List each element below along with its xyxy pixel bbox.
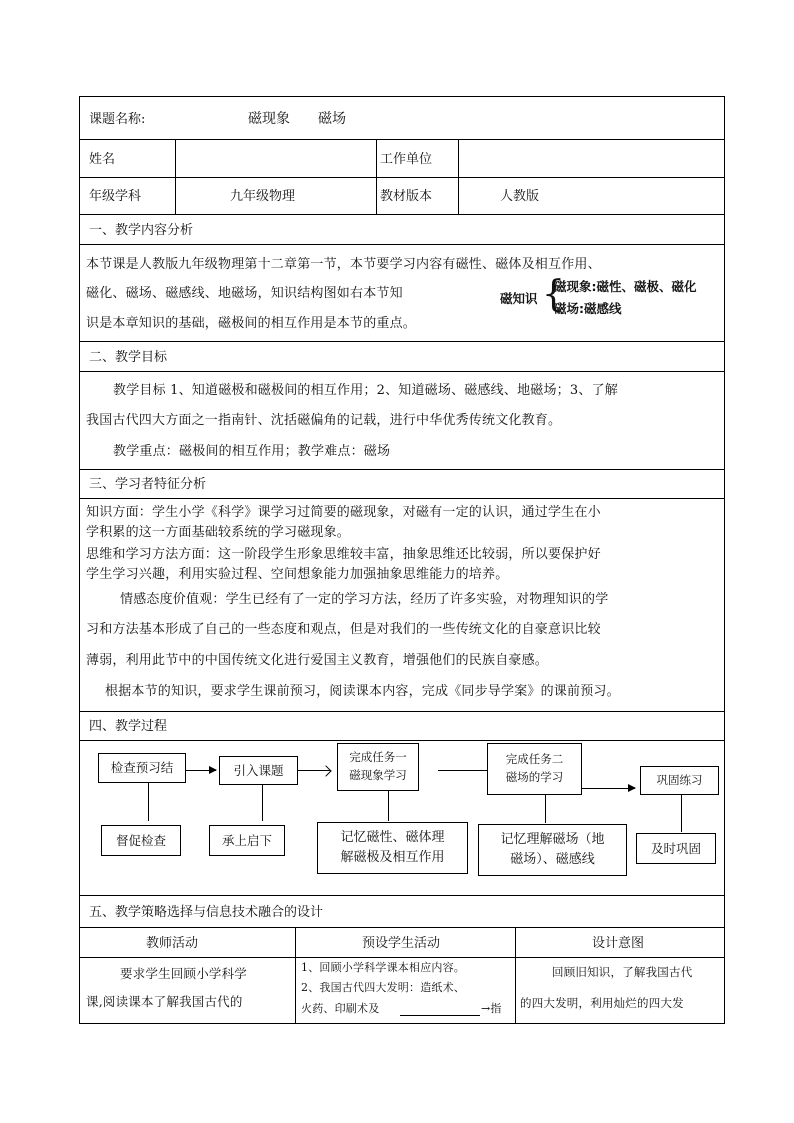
edition-label: 教材版本 (380, 189, 433, 204)
section4-title-row (80, 712, 724, 741)
arrow-icon (582, 788, 635, 789)
section5-title-row (80, 896, 724, 928)
connector-line (545, 795, 546, 823)
connector-line (148, 783, 149, 821)
connector-line (681, 795, 682, 832)
lesson-plan-table (79, 96, 725, 1024)
section5-title: 五、教学策略选择与信息技术融合的设计 (89, 905, 324, 920)
topic-value: 磁现象 磁场 (248, 111, 346, 127)
diagram-root: 磁知识 (500, 291, 538, 306)
connector-line (388, 791, 389, 821)
flow-sub-memorize-magnetism: 记忆磁性、磁体理 解磁极及相互作用 (317, 822, 468, 874)
knowledge-diagram (498, 274, 722, 321)
section1-line-3: 识是本章知识的基础，磁极间的相互作用是本节的重点。 (86, 316, 417, 331)
section1-line-1: 本节课是人教版九年级物理第十二章第一节，本节要学习内容有磁性、磁体及相互作用、 (86, 257, 601, 272)
flow-sub-supervise: 督促检查 (101, 825, 181, 856)
name-row (80, 140, 724, 178)
flow-sub-timely-review: 及时巩固 (636, 833, 716, 864)
section3-body (80, 499, 724, 712)
diagram-branch-2: 磁场:磁感线 (554, 301, 622, 316)
section3-line-6: 习和方法基本形成了自己的一些态度和观点，但是对我们的一些传统文化的自豪意识比较 (86, 622, 601, 637)
flow-step-task1: 完成任务一 磁现象学习 (337, 743, 419, 791)
flow-step-intro: 引入课题 (219, 756, 298, 785)
col-teacher-activity: 教师活动 (146, 936, 199, 951)
section1-title-row (80, 215, 724, 245)
flow-sub-understand-field: 记忆理解磁场（地 磁场）、磁感线 (478, 824, 627, 876)
activity-table-header (80, 928, 724, 958)
flow-step-consolidate: 巩固练习 (640, 766, 719, 795)
intent-line-1: 回顾旧知识，了解我国古代 (552, 965, 693, 979)
intent-line-2: 的四大发明，利用灿烂的四大发 (520, 996, 684, 1010)
topic-row (80, 97, 724, 140)
teacher-line-2: 课,阅读课本了解我国古代的 (86, 994, 243, 1009)
grade-row (80, 178, 724, 215)
section3-line-2: 学积累的这一方面基础较系统的学习磁现象。 (86, 525, 351, 540)
section1-title: 一、教学内容分析 (89, 223, 194, 238)
section3-line-4: 学生学习兴趣，利用实验过程、空间想象能力加强抽象思维能力的培养。 (86, 567, 509, 582)
section1-line-2: 磁化、磁场、磁感线、地磁场，知识结构图如右本节知 (86, 286, 403, 301)
section3-line-7: 薄弱，利用此节中的中国传统文化进行爱国主义教育，增强他们的民族自豪感。 (86, 653, 549, 668)
section3-title: 三、学习者特征分析 (89, 477, 207, 492)
student-line-2: 2、我国古代四大发明：造纸术、 (301, 981, 465, 994)
arrow-icon (186, 770, 216, 771)
section2-title: 二、教学目标 (89, 350, 168, 365)
edition-value: 人教版 (500, 189, 540, 204)
flow-step-preview-check: 检查预习结 (98, 753, 186, 783)
section3-line-8: 根据本节的知识，要求学生课前预习，阅读课本内容，完成《同步导学案》的课前预习。 (105, 684, 620, 699)
section2-line-3: 教学重点：磁极间的相互作用；教学难点：磁场 (113, 444, 391, 459)
topic-label: 课题名称: (89, 112, 146, 127)
section1-body (80, 245, 724, 342)
student-line-3: 火药、印刷术及 (301, 1002, 380, 1015)
name-label: 姓名 (89, 152, 116, 167)
student-line-1: 1、回顾小学科学课本相应内容。 (301, 961, 465, 974)
work-unit-label: 工作单位 (380, 152, 433, 167)
col-design-intent: 设计意图 (592, 936, 645, 951)
fill-in-blank (400, 1015, 480, 1016)
teacher-line-1: 要求学生回顾小学科学 (120, 966, 248, 981)
arrow-icon (298, 770, 330, 771)
grade-value: 九年级物理 (230, 189, 296, 204)
section3-title-row (80, 470, 724, 499)
section2-line-2: 我国古代四大方面之一指南针、沈括磁偏角的记载，进行中华优秀传统文化教育。 (86, 413, 562, 428)
teaching-process-flow (80, 741, 724, 896)
section2-title-row (80, 342, 724, 372)
section2-line-1: 教学目标 1、知道磁极和磁极间的相互作用；2、知道磁场、磁感线、地磁场；3、了解 (113, 383, 618, 398)
activity-table-row (80, 958, 724, 1023)
section3-line-3: 思维和学习方法方面：这一阶段学生形象思维较丰富，抽象思维还比较弱，所以要保护好 (86, 547, 601, 562)
student-line-4: →指 (481, 1002, 502, 1015)
brace-icon: { (542, 274, 565, 315)
section2-body (80, 372, 724, 470)
section4-title: 四、教学过程 (89, 719, 168, 734)
section3-line-5: 情感态度价值观：学生已经有了一定的学习方法，经历了许多实验，对物理知识的学 (120, 592, 609, 607)
connector-line (262, 785, 263, 821)
flow-step-task2: 完成任务二 磁场的学习 (487, 743, 582, 795)
grade-label: 年级学科 (89, 189, 142, 204)
col-student-activity: 预设学生活动 (362, 936, 441, 951)
diagram-branch-1: 磁现象:磁性、磁极、磁化 (554, 279, 697, 294)
flow-sub-transition: 承上启下 (209, 825, 285, 856)
section3-line-1: 知识方面：学生小学《科学》课学习过简要的磁现象，对磁有一定的认识，通过学生在小 (86, 505, 601, 520)
